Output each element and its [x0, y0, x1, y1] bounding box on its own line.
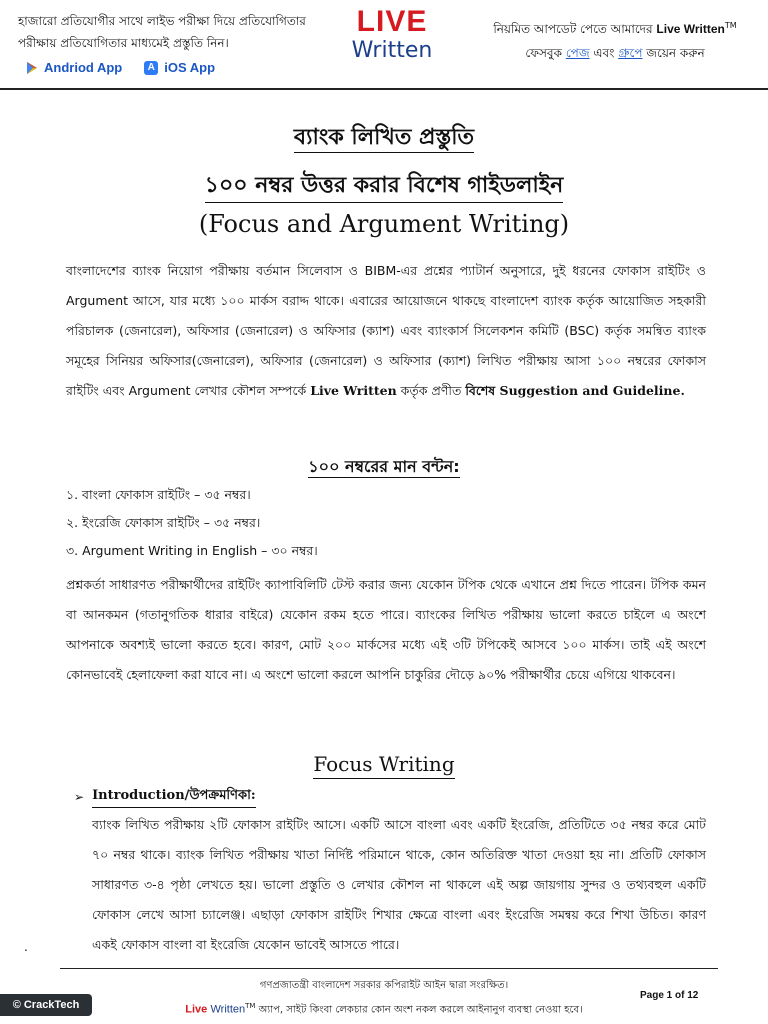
- social-and-text: এবং: [589, 46, 619, 60]
- footer-divider: [60, 968, 718, 969]
- android-app-label: Andriod App: [44, 60, 123, 75]
- header-social-text: [470, 14, 760, 65]
- title1-text: ব্যাংক লিখিত প্রস্তুতি: [294, 125, 474, 153]
- header-social-line1: [470, 14, 760, 41]
- ios-app-label: iOS App: [164, 60, 216, 75]
- social-facebook-text: ফেসবুক: [525, 46, 566, 60]
- title-focus-argument: (Focus and Argument Writing): [198, 210, 570, 238]
- list-item: ২. ইংরেজি ফোকাস রাইটিং – ৩৫ নম্বর।: [66, 515, 261, 530]
- trademark: TM: [724, 21, 737, 30]
- footer-copyright-line: গণপ্রজাতন্ত্রী বাংলাদেশ সরকার কপিরাইট আইন দ্বারা সংরক্ষিত।: [259, 980, 509, 991]
- footer-trademark: TM: [245, 1002, 256, 1010]
- header-divider: [0, 88, 768, 90]
- social-brand: Live Written: [656, 22, 725, 36]
- focus-writing-heading: [0, 752, 768, 776]
- logo-written-text: Written: [351, 38, 433, 63]
- focus-intro-paragraph: ব্যাংক লিখিত পরীক্ষায় ২টি ফোকাস রাইটিং আসে। একটি আসে বাংলা এবং একটি ইংরেজি, প্রতিটিতে ৩৫ নম্বর করে মোট ৭০ নম্বর থাকে। ব্যাংক লিখিত পরীক্ষায় খাতা নির্দিষ্ট পরিমানে থাকে, কোন অতিরিক্ত খাতা দেওয়া হয় না। প্রতিটি ফোকাস সাধারণত ৩-৪ পৃষ্ঠা লেখতে হয়। ভালো প্রস্তুতি ও লেখার কৌশল না থাকলে এই অল্প জায়গায় সুন্দর ও তথ্যবহুল একটি ফোকাস লেখে আসা চ্যালেঞ্জ। এছাড়া ফোকাস রাইটিং শিখার ক্ষেত্রে বাংলা এবং ইংরেজি সমন্বয় করে শিখা উচিত। কারণ একই ফোকাস বাংলা বা ইংরেজি যেকোন ভাবেই আসতে পারে।: [92, 817, 706, 952]
- list-item: ১. বাংলা ফোকাস রাইটিং – ৩৫ নম্বর।: [66, 487, 251, 502]
- arrow-bullet-icon: ➢: [74, 790, 85, 804]
- header-promo-line2: পরীক্ষায় প্রতিযোগিতার মাধ্যমেই প্রস্তুতি নিন।: [18, 36, 229, 50]
- page-number: Page 1 of 12: [640, 990, 699, 1001]
- para1-bold: বিশেষ Suggestion and Guideline.: [465, 383, 685, 398]
- cracktech-badge: © CrackTech: [0, 994, 92, 1016]
- social-prefix: নিয়মিত আপডেট পেতে আমাদের: [493, 22, 657, 36]
- marks-list: [66, 481, 706, 565]
- para1-text: বাংলাদেশের ব্যাংক নিয়োগ পরীক্ষায় বর্তমান সিলেবাস ও BIBM-এর প্রশ্নের প্যাটার্ন অনুসারে, দুই ধরনের ফোকাস রাইটিং ও Argument আসে, যার মধ্যে ১০০ মার্কস বরাদ্দ থাকে। এবারের আয়োজনে থাকছে বাংলাদেশ ব্যাংক কর্তৃক আয়োজিত সহকারী পরিচালক (জেনারেল), অফিসার (জেনারেল) ও অফিসার (ক্যাশ) এবং ব্যাংকার্স সিলেকশন কমিটি (BSC) কর্তৃক সমন্বিত ব্যাংক সমূহের সিনিয়র অফিসার(জেনারেল), অফিসার (জেনারেল) ও অফিসার (ক্যাশ) লিখিত পরীক্ষায় আসা ১০০ নম্বরের ফোকাস রাইটিং এবং Argument লেখার কৌশল সম্পর্কে: [66, 263, 706, 398]
- topic-paragraph: প্রশ্নকর্তা সাধারণত পরীক্ষার্থীদের রাইটিং ক্যাপাবিলিটি টেস্ট করার জন্য যেকোন টপিক থেকে এখানে প্রশ্ন দিতে পারেন। টপিক কমন বা আনকমন (গতানুগতিক ধারার বাইরে) যেকোন রকম হতে পারে। ব্যাংকের লিখিত পরীক্ষায় ভালো করতে চাইলে এ অংশে আপনাকে অবশ্যই ভালো করতে হবে। কারণ, মোট ২০০ মার্কসের মধ্যে এই ৩টি টপিকেই আসবে ১০০ মার্কস। তাই এই অংশে কোনভাবেই হেলাফেলা করা যাবে না। এ অংশে ভালো করলে আপনি চাকুরির দৌড়ে ৯০% পরীক্ষার্থীর চেয়ে এগিয়ে থাকবেন।: [66, 577, 706, 682]
- footer-written: Written: [210, 1003, 246, 1016]
- list-item: ৩. Argument Writing in English – ৩০ নম্বর।: [66, 543, 318, 558]
- header-promo-text: [18, 10, 338, 54]
- marks-heading-text: ১০০ নম্বরের মান বন্টন:: [308, 457, 460, 476]
- app-store-links: [26, 60, 215, 75]
- facebook-group-link[interactable]: গ্রুপে: [618, 46, 643, 60]
- logo-live-text: LIVE: [356, 5, 428, 38]
- social-join-text: জয়েন করুন: [642, 46, 705, 60]
- introduction-label: Introduction/উপক্রমণিকা:: [92, 786, 256, 808]
- stray-dot: .: [24, 940, 28, 954]
- marks-distribution-heading: [0, 454, 768, 481]
- para1-mid: কর্তৃক প্রণীত: [396, 383, 466, 398]
- google-play-icon: [26, 62, 38, 74]
- facebook-page-link[interactable]: পেজ: [565, 46, 590, 60]
- app-store-icon: A: [144, 61, 158, 75]
- footer-warning-text: অ্যাপ, সাইট কিংবা লেকচার কোন অংশ নকল করলে আইনানুগ ব্যবস্থা নেওয়া হবে।: [255, 1004, 583, 1016]
- title-guideline: [0, 168, 768, 205]
- title2-text: ১০০ নম্বর উত্তর করার বিশেষ গাইডলাইন: [205, 173, 564, 203]
- header-promo-line1: হাজারো প্রতিযোগীর সাথে লাইভ পরীক্ষা দিয়ে প্রতিযোগিতার: [18, 14, 306, 28]
- ios-app-link[interactable]: [144, 60, 215, 75]
- focus-heading-text: Focus Writing: [313, 752, 454, 779]
- page-header: [0, 0, 768, 88]
- header-social-line2: [470, 41, 760, 65]
- intro-paragraph: [66, 256, 706, 406]
- footer-live: Live: [185, 1003, 208, 1016]
- para1-brand: Live Written: [310, 383, 397, 398]
- title-bank-written: [0, 120, 768, 157]
- android-app-link[interactable]: [26, 60, 122, 75]
- live-written-logo: [350, 6, 434, 64]
- introduction-bullet: [74, 786, 256, 808]
